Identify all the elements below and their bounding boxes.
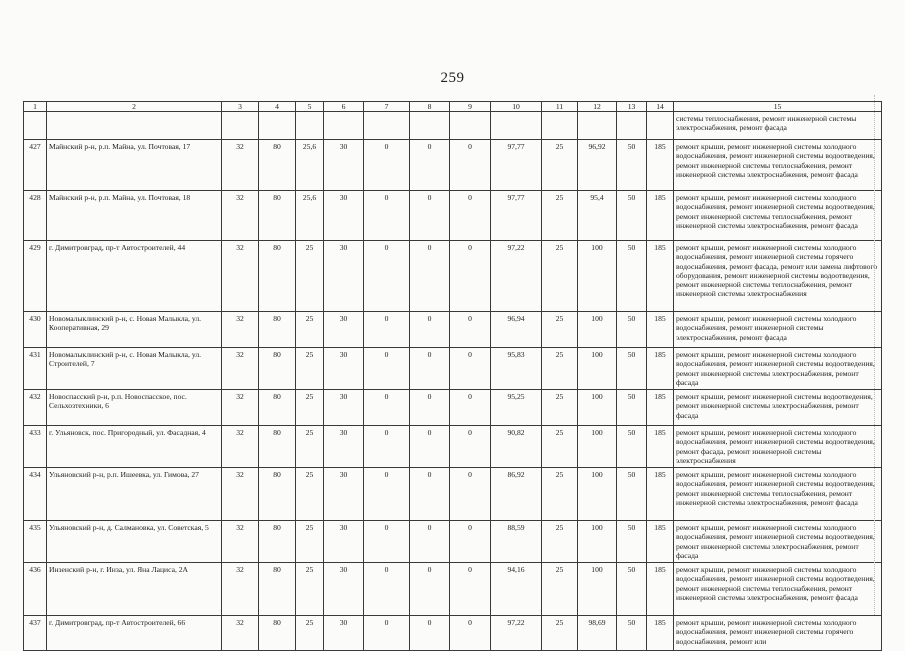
page-edge-mark	[874, 95, 883, 615]
value-cell: 32	[222, 390, 259, 426]
row-number-cell: 437	[24, 616, 47, 651]
value-cell: 80	[259, 191, 296, 241]
row-number-cell: 429	[24, 241, 47, 312]
value-cell: 94,16	[491, 563, 542, 616]
value-cell: 95,25	[491, 390, 542, 426]
table-row	[24, 468, 882, 521]
value-cell: 25	[542, 426, 578, 468]
value-cell: 32	[222, 521, 259, 563]
value-cell: 95,83	[491, 348, 542, 390]
value-cell: 0	[410, 390, 450, 426]
value-cell: 80	[259, 140, 296, 191]
value-cell: 100	[578, 312, 617, 348]
value-cell: 100	[578, 521, 617, 563]
value-cell: 50	[617, 426, 647, 468]
table-row	[24, 390, 882, 426]
address-cell: Новоспасский р-н, р.п. Новоспасское, пос. Сельхозтехники, 6	[47, 390, 222, 426]
value-cell: 30	[324, 191, 364, 241]
value-cell: 96,92	[578, 140, 617, 191]
value-cell: 25	[542, 348, 578, 390]
value-cell: 0	[364, 521, 410, 563]
address-cell: г. Ульяновск, пос. Пригородный, ул. Фасадная, 4	[47, 426, 222, 468]
value-cell: 80	[259, 616, 296, 651]
works-cell: ремонт крыши, ремонт инженерной системы холодного водоснабжения, ремонт инженерной системы водоотведения, ремонт инженерной системы электроснабжения, ремонт фасада	[674, 348, 882, 390]
value-cell: 25	[542, 521, 578, 563]
value-cell: 25	[296, 241, 324, 312]
row-number-cell: 433	[24, 426, 47, 468]
value-cell: 185	[647, 426, 674, 468]
value-cell: 30	[324, 521, 364, 563]
value-cell: 25	[542, 616, 578, 651]
value-cell: 32	[222, 563, 259, 616]
address-cell: Инзенский р-н, г. Инза, ул. Яна Лациса, 2А	[47, 563, 222, 616]
value-cell: 0	[450, 140, 491, 191]
table-row	[24, 521, 882, 563]
column-header: 10	[491, 102, 542, 112]
works-cell: ремонт крыши, ремонт инженерной системы водоотведения, ремонт инженерной системы электроснабжения, ремонт фасада	[674, 390, 882, 426]
value-cell: 185	[647, 468, 674, 521]
value-cell: 0	[364, 616, 410, 651]
value-cell: 96,94	[491, 312, 542, 348]
column-header: 2	[47, 102, 222, 112]
value-cell: 0	[364, 241, 410, 312]
value-cell: 185	[647, 241, 674, 312]
address-cell: Новомалыклинский р-н, с. Новая Малыкла, ул. Строителей, 7	[47, 348, 222, 390]
works-cell: ремонт крыши, ремонт инженерной системы холодного водоснабжения, ремонт инженерной системы водоотведения, ремонт инженерной системы теплоснабжения, ремонт инженерной системы электроснабжения, ремонт фасада	[674, 563, 882, 616]
value-cell: 97,77	[491, 191, 542, 241]
value-cell: 25	[542, 390, 578, 426]
address-cell: Новомалыклинский р-н, с. Новая Малыкла, ул. Кооперативная, 29	[47, 312, 222, 348]
row-number-cell: 436	[24, 563, 47, 616]
address-cell: Ульяновский р-н, р.п. Ишеевка, ул. Гимова, 27	[47, 468, 222, 521]
value-cell: 0	[450, 348, 491, 390]
value-cell: 0	[450, 616, 491, 651]
value-cell: 25	[542, 563, 578, 616]
value-cell: 25	[542, 468, 578, 521]
column-header: 12	[578, 102, 617, 112]
value-cell: 100	[578, 390, 617, 426]
value-cell: 30	[324, 312, 364, 348]
value-cell: 0	[450, 426, 491, 468]
value-cell: 80	[259, 348, 296, 390]
value-cell: 30	[324, 140, 364, 191]
column-header: 1	[24, 102, 47, 112]
value-cell: 0	[450, 468, 491, 521]
works-cell: ремонт крыши, ремонт инженерной системы холодного водоснабжения, ремонт инженерной системы водоотведения, ремонт инженерной системы электроснабжения, ремонт фасада	[674, 521, 882, 563]
table-body	[24, 112, 882, 651]
value-cell: 30	[324, 348, 364, 390]
column-header: 5	[296, 102, 324, 112]
value-cell: 80	[259, 312, 296, 348]
value-cell: 32	[222, 468, 259, 521]
value-cell: 0	[450, 312, 491, 348]
table-row	[24, 616, 882, 651]
value-cell: 32	[222, 241, 259, 312]
value-cell: 0	[364, 312, 410, 348]
value-cell: 90,82	[491, 426, 542, 468]
value-cell: 50	[617, 312, 647, 348]
value-cell: 100	[578, 348, 617, 390]
value-cell: 32	[222, 348, 259, 390]
value-cell: 25	[296, 426, 324, 468]
value-cell: 185	[647, 390, 674, 426]
column-number-row	[24, 102, 882, 112]
address-cell: Ульяновский р-н, д. Салмановка, ул. Советская, 5	[47, 521, 222, 563]
value-cell: 25	[542, 191, 578, 241]
value-cell: 100	[578, 468, 617, 521]
value-cell: 0	[450, 390, 491, 426]
value-cell: 185	[647, 563, 674, 616]
value-cell: 0	[410, 563, 450, 616]
value-cell: 25	[542, 140, 578, 191]
value-cell: 30	[324, 468, 364, 521]
value-cell: 25	[296, 348, 324, 390]
value-cell: 0	[364, 563, 410, 616]
value-cell: 0	[410, 426, 450, 468]
value-cell: 100	[578, 426, 617, 468]
continuation-row	[24, 112, 882, 140]
value-cell: 185	[647, 191, 674, 241]
works-cell: ремонт крыши, ремонт инженерной системы холодного водоснабжения, ремонт инженерной системы водоотведения, ремонт инженерной системы теплоснабжения, ремонт инженерной системы электроснабжения, ремонт фасада	[674, 191, 882, 241]
value-cell: 100	[578, 241, 617, 312]
value-cell: 50	[617, 390, 647, 426]
value-cell: 185	[647, 140, 674, 191]
value-cell: 25	[542, 312, 578, 348]
value-cell: 0	[364, 191, 410, 241]
address-cell: г. Димитровград, пр-т Автостроителей, 44	[47, 241, 222, 312]
column-header: 11	[542, 102, 578, 112]
works-cell: ремонт крыши, ремонт инженерной системы холодного водоснабжения, ремонт инженерной системы водоотведения, ремонт фасада, ремонт инженерной системы электроснабжения	[674, 426, 882, 468]
value-cell: 30	[324, 563, 364, 616]
value-cell: 50	[617, 241, 647, 312]
column-header: 3	[222, 102, 259, 112]
table-row	[24, 563, 882, 616]
value-cell: 30	[324, 426, 364, 468]
value-cell: 80	[259, 563, 296, 616]
value-cell: 50	[617, 191, 647, 241]
value-cell: 86,92	[491, 468, 542, 521]
value-cell: 80	[259, 521, 296, 563]
value-cell: 50	[617, 348, 647, 390]
value-cell: 97,22	[491, 616, 542, 651]
column-header: 6	[324, 102, 364, 112]
table-row	[24, 191, 882, 241]
value-cell: 0	[410, 468, 450, 521]
row-number-cell: 430	[24, 312, 47, 348]
value-cell: 25	[296, 616, 324, 651]
value-cell: 0	[410, 140, 450, 191]
column-header: 8	[410, 102, 450, 112]
value-cell: 0	[364, 426, 410, 468]
value-cell: 32	[222, 191, 259, 241]
value-cell: 88,59	[491, 521, 542, 563]
value-cell: 50	[617, 468, 647, 521]
value-cell: 25,6	[296, 140, 324, 191]
value-cell: 30	[324, 616, 364, 651]
row-number-cell: 435	[24, 521, 47, 563]
value-cell: 185	[647, 312, 674, 348]
works-cell: ремонт крыши, ремонт инженерной системы холодного водоснабжения, ремонт инженерной системы водоотведения, ремонт инженерной системы теплоснабжения, ремонт инженерной системы электроснабжения, ремонт фасада	[674, 140, 882, 191]
row-number-cell: 432	[24, 390, 47, 426]
value-cell: 95,4	[578, 191, 617, 241]
repair-program-table	[23, 101, 882, 651]
continuation-works-cell: системы теплоснабжения, ремонт инженерной системы электроснабжения, ремонт фасада	[674, 112, 882, 140]
column-header: 4	[259, 102, 296, 112]
value-cell: 100	[578, 563, 617, 616]
table-row	[24, 426, 882, 468]
column-header: 9	[450, 102, 491, 112]
value-cell: 185	[647, 616, 674, 651]
value-cell: 50	[617, 563, 647, 616]
column-header: 15	[674, 102, 882, 112]
value-cell: 0	[364, 140, 410, 191]
value-cell: 0	[450, 521, 491, 563]
value-cell: 25	[296, 390, 324, 426]
value-cell: 0	[364, 390, 410, 426]
value-cell: 80	[259, 241, 296, 312]
value-cell: 0	[410, 312, 450, 348]
value-cell: 30	[324, 241, 364, 312]
value-cell: 0	[450, 191, 491, 241]
value-cell: 80	[259, 390, 296, 426]
works-cell: ремонт крыши, ремонт инженерной системы холодного водоснабжения, ремонт инженерной системы горячего водоснабжения, ремонт или	[674, 616, 882, 651]
address-cell: г. Димитровград, пр-т Автостроителей, 66	[47, 616, 222, 651]
value-cell: 32	[222, 616, 259, 651]
value-cell: 80	[259, 468, 296, 521]
row-number-cell: 434	[24, 468, 47, 521]
value-cell: 97,22	[491, 241, 542, 312]
value-cell: 0	[364, 348, 410, 390]
value-cell: 80	[259, 426, 296, 468]
value-cell: 25	[296, 312, 324, 348]
value-cell: 50	[617, 140, 647, 191]
value-cell: 25	[542, 241, 578, 312]
table-row	[24, 348, 882, 390]
value-cell: 32	[222, 426, 259, 468]
table-row	[24, 312, 882, 348]
works-cell: ремонт крыши, ремонт инженерной системы холодного водоснабжения, ремонт инженерной системы горячего водоснабжения, ремонт фасада, ремонт или замена лифтового оборудования, ремонт инженерной системы водоотведения, ремонт инженерной системы теплоснабжения, ремонт инженерной системы электроснабжения	[674, 241, 882, 312]
value-cell: 185	[647, 521, 674, 563]
value-cell: 97,77	[491, 140, 542, 191]
value-cell: 25	[296, 521, 324, 563]
column-header: 13	[617, 102, 647, 112]
table-row	[24, 241, 882, 312]
value-cell: 25	[296, 563, 324, 616]
works-cell: ремонт крыши, ремонт инженерной системы холодного водоснабжения, ремонт инженерной системы электроснабжения, ремонт фасада	[674, 312, 882, 348]
value-cell: 0	[450, 241, 491, 312]
row-number-cell: 431	[24, 348, 47, 390]
value-cell: 25	[296, 468, 324, 521]
value-cell: 0	[410, 616, 450, 651]
value-cell: 25,6	[296, 191, 324, 241]
value-cell: 32	[222, 312, 259, 348]
value-cell: 30	[324, 390, 364, 426]
value-cell: 0	[410, 191, 450, 241]
value-cell: 50	[617, 521, 647, 563]
value-cell: 32	[222, 140, 259, 191]
row-number-cell: 427	[24, 140, 47, 191]
value-cell: 0	[450, 563, 491, 616]
value-cell: 98,69	[578, 616, 617, 651]
address-cell: Майнский р-н, р.п. Майна, ул. Почтовая, 18	[47, 191, 222, 241]
column-header: 14	[647, 102, 674, 112]
works-cell: ремонт крыши, ремонт инженерной системы холодного водоснабжения, ремонт инженерной системы водоотведения, ремонт инженерной системы теплоснабжения, ремонт инженерной системы электроснабжения, ремонт фасада	[674, 468, 882, 521]
value-cell: 0	[364, 468, 410, 521]
table-row	[24, 140, 882, 191]
value-cell: 50	[617, 616, 647, 651]
page-number: 259	[440, 70, 465, 86]
value-cell: 0	[410, 348, 450, 390]
value-cell: 185	[647, 348, 674, 390]
address-cell: Майнский р-н, р.п. Майна, ул. Почтовая, 17	[47, 140, 222, 191]
value-cell: 0	[410, 241, 450, 312]
column-header: 7	[364, 102, 410, 112]
value-cell: 0	[410, 521, 450, 563]
row-number-cell: 428	[24, 191, 47, 241]
